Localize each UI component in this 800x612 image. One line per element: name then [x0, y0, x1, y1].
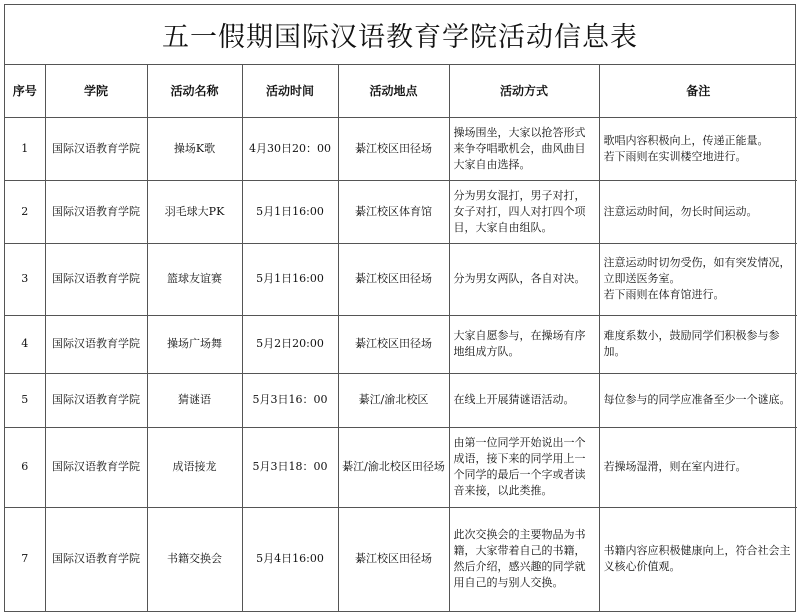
row-remark	[599, 315, 797, 373]
row-number: 6	[5, 427, 45, 507]
table-row	[5, 427, 797, 507]
row-remark	[599, 427, 797, 507]
header-activity-method: 活动方式	[449, 65, 599, 117]
row-activity-method: 由第一位同学开始说出一个成语，接下来的同学用上一个同学的最后一个字或者读音来接，以此类推。	[449, 427, 599, 507]
row-activity-time: 5月4日16:00	[242, 507, 338, 611]
row-remark	[599, 180, 797, 243]
table-row	[5, 243, 797, 315]
row-college: 国际汉语教育学院	[45, 427, 147, 507]
table-row	[5, 315, 797, 373]
table-row	[5, 117, 797, 180]
row-activity-place: 綦江校区田径场	[338, 243, 449, 315]
row-activity-method: 分为男女混打，男子对打，女子对打，四人对打四个项目，大家自由组队。	[449, 180, 599, 243]
row-number: 3	[5, 243, 45, 315]
row-college: 国际汉语教育学院	[45, 243, 147, 315]
row-activity-time: 4月30日20：00	[242, 117, 338, 180]
row-activity-method: 操场围坐，大家以抢答形式来争夺唱歌机会，曲风曲目大家自由选择。	[449, 117, 599, 180]
row-activity-method: 在线上开展猜谜语活动。	[449, 373, 599, 427]
row-activity-name: 猜谜语	[147, 373, 242, 427]
row-activity-place: 綦江/渝北校区	[338, 373, 449, 427]
header-activity-name: 活动名称	[147, 65, 242, 117]
row-activity-name: 篮球友谊赛	[147, 243, 242, 315]
remark-line: 书籍内容应积极健康向上，符合社会主义核心价值观。	[603, 544, 791, 574]
row-remark	[599, 243, 797, 315]
row-activity-time: 5月1日16:00	[242, 243, 338, 315]
row-activity-time: 5月2日20:00	[242, 315, 338, 373]
table-row	[5, 180, 797, 243]
row-activity-name: 操场K歌	[147, 117, 242, 180]
header-activity-place: 活动地点	[338, 65, 449, 117]
remark-line: 若下雨则在体育馆进行。	[603, 288, 725, 301]
row-activity-name: 羽毛球大PK	[147, 180, 242, 243]
row-activity-name: 操场广场舞	[147, 315, 242, 373]
row-activity-time: 5月3日18：00	[242, 427, 338, 507]
row-number: 5	[5, 373, 45, 427]
remark-line: 注意运动时切勿受伤，如有突发情况，立即送医务室。	[603, 256, 791, 285]
row-activity-place: 綦江/渝北校区田径场	[338, 427, 449, 507]
activity-table	[5, 65, 797, 611]
header-row	[5, 65, 797, 117]
remark-line: 若下雨则在实训楼空地进行。	[603, 149, 747, 163]
row-activity-place: 綦江校区田径场	[338, 117, 449, 180]
row-activity-name: 书籍交换会	[147, 507, 242, 611]
header-college: 学院	[45, 65, 147, 117]
row-activity-place: 綦江校区田径场	[338, 507, 449, 611]
activity-sheet	[4, 4, 796, 612]
remark-line: 若操场湿滑，则在室内进行。	[603, 460, 747, 473]
row-remark	[599, 373, 797, 427]
row-college: 国际汉语教育学院	[45, 117, 147, 180]
row-activity-place: 綦江校区田径场	[338, 315, 449, 373]
table-row	[5, 373, 797, 427]
row-college: 国际汉语教育学院	[45, 315, 147, 373]
row-activity-time: 5月1日16:00	[242, 180, 338, 243]
row-college: 国际汉语教育学院	[45, 373, 147, 427]
remark-line: 难度系数小，鼓励同学们积极参与参加。	[603, 329, 780, 358]
header-no: 序号	[5, 65, 45, 117]
remark-line: 歌唱内容积极向上，传递正能量。	[603, 133, 769, 147]
row-number: 7	[5, 507, 45, 611]
row-number: 2	[5, 180, 45, 243]
row-activity-place: 綦江校区体育馆	[338, 180, 449, 243]
page-title: 五一假期国际汉语教育学院活动信息表	[5, 5, 795, 65]
row-college: 国际汉语教育学院	[45, 180, 147, 243]
header-activity-time: 活动时间	[242, 65, 338, 117]
row-college: 国际汉语教育学院	[45, 507, 147, 611]
row-activity-name: 成语接龙	[147, 427, 242, 507]
row-remark	[599, 117, 797, 180]
row-number: 1	[5, 117, 45, 180]
row-number: 4	[5, 315, 45, 373]
remark-line: 每位参与的同学应准备至少一个谜底。	[603, 393, 791, 406]
header-remark: 备注	[599, 65, 797, 117]
row-activity-method: 此次交换会的主要物品为书籍，大家带着自己的书籍，然后介绍，感兴趣的同学就用自己的与别人交换。	[449, 507, 599, 611]
row-activity-method: 大家自愿参与，在操场有序地组成方队。	[449, 315, 599, 373]
row-activity-method: 分为男女两队，各自对决。	[449, 243, 599, 315]
row-activity-time: 5月3日16：00	[242, 373, 338, 427]
table-row	[5, 507, 797, 611]
remark-line: 注意运动时间，勿长时间运动。	[603, 204, 758, 218]
row-remark	[599, 507, 797, 611]
